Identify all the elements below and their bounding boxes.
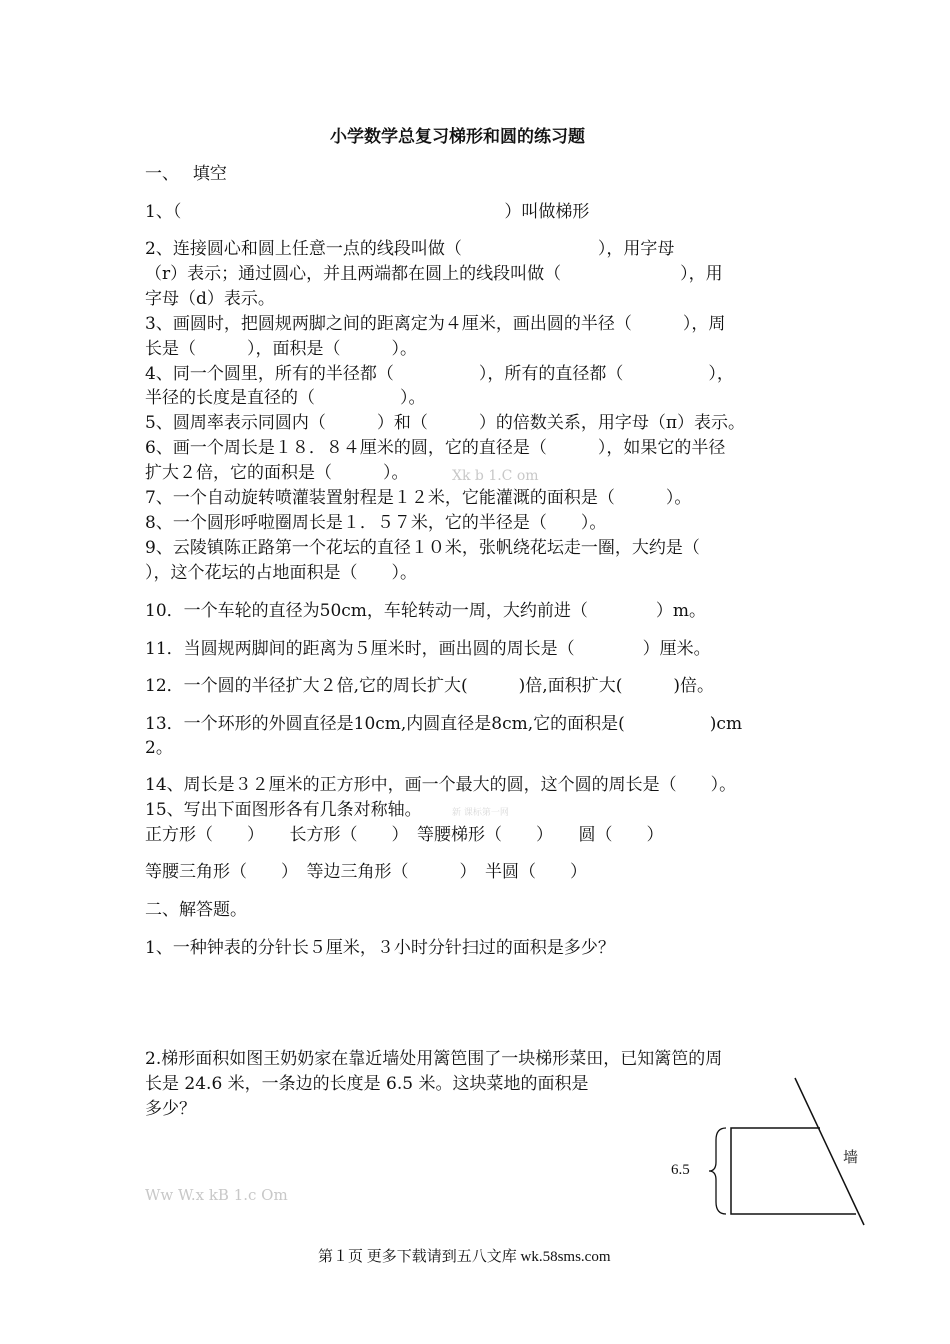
section2-heading: 二、解答题。 [145, 900, 247, 920]
side-brace [709, 1128, 726, 1214]
question-6-line2: 扩大２倍，它的面积是（ ）。 [145, 463, 409, 483]
question-13-line2: 2。 [145, 738, 173, 758]
question-14: 14、周长是３２厘米的正方形中，画一个最大的圆，这个圆的周长是（ ）。 [145, 775, 737, 795]
question-7: 7、一个自动旋转喷灌装置射程是１２米，它能灌溉的面积是（ ）。 [145, 488, 692, 508]
solve-question-1: 1、一种钟表的分针长５厘米，３小时分针扫过的面积是多少？ [145, 938, 615, 958]
trapezoid-shape [731, 1128, 859, 1214]
watermark-3: Ww W.x kB 1.c Om [145, 1186, 288, 1204]
question-11: 11．当圆规两脚间的距离为５厘米时，画出圆的周长是（ ）厘米。 [145, 639, 711, 659]
page-footer: 第１页 更多下载请到五八文库 wk.58sms.com [318, 1249, 611, 1265]
question-6-line1: 6、画一个周长是１８．８４厘米的圆，它的直径是（ ），如果它的半径 [145, 438, 726, 458]
question-10: 10．一个车轮的直径为50cm，车轮转动一周，大约前进（ ）m。 [145, 601, 707, 621]
question-15-row1: 正方形（ ） 长方形（ ） 等腰梯形（ ） 圆（ ） [145, 825, 664, 845]
question-3-line2: 长是（ ），面积是（ ）。 [145, 339, 417, 359]
solve-question-2-line3: 多少？ [145, 1099, 196, 1119]
watermark-1: Xk b 1.C om [452, 468, 539, 484]
question-1: 1、（ ）叫做梯形 [145, 202, 590, 222]
question-4-line2: 半径的长度是直径的（ ）。 [145, 388, 426, 408]
question-8: 8、一个圆形呼啦圈周长是１．５７米，它的半径是（ ）。 [145, 513, 607, 533]
question-2-line2: （r）表示；通过圆心，并且两端都在圆上的线段叫做（ ），用 [145, 264, 723, 284]
question-4-line1: 4、同一个圆里，所有的半径都（ ），所有的直径都（ ）， [145, 364, 734, 384]
solve-question-2-line1: 2.梯形面积如图王奶奶家在靠近墙处用篱笆围了一块梯形菜田，已知篱笆的周 [145, 1049, 723, 1069]
question-12: 12．一个圆的半径扩大２倍,它的周长扩大( )倍,面积扩大( )倍。 [145, 676, 714, 696]
solve-question-2-line2: 长是 24.6 米，一条边的长度是 6.5 米。这块菜地的面积是 [145, 1074, 589, 1094]
question-13-line1: 13．一个环形的外圆直径是10cm,内圆直径是8cm,它的面积是( )cm [145, 714, 743, 734]
question-15-row2: 等腰三角形（ ） 等边三角形（ ） 半圆（ ） [145, 862, 587, 882]
side-length-label: 6.5 [671, 1162, 690, 1178]
watermark-2: 新 课标第一网 [452, 808, 509, 818]
wall-label: 墙 [843, 1150, 859, 1166]
question-9-line2: ），这个花坛的占地面积是（ ）。 [145, 563, 417, 583]
page-title: 小学数学总复习梯形和圆的练习题 [330, 127, 585, 147]
question-15: 15、写出下面图形各有几条对称轴。 [145, 800, 422, 820]
question-2-line3: 字母（d）表示。 [145, 289, 275, 309]
question-2-line1: 2、连接圆心和圆上任意一点的线段叫做（ ），用字母 [145, 239, 675, 259]
section1-heading: 一、 填空 [145, 164, 227, 184]
question-9-line1: 9、云陵镇陈正路第一个花坛的直径１０米，张帆绕花坛走一圈，大约是（ [145, 538, 700, 558]
question-5: 5、圆周率表示同圆内（ ）和（ ）的倍数关系，用字母（π）表示。 [145, 413, 745, 433]
question-3-line1: 3、画圆时，把圆规两脚之间的距离定为４厘米，画出圆的半径（ ），周 [145, 314, 726, 334]
